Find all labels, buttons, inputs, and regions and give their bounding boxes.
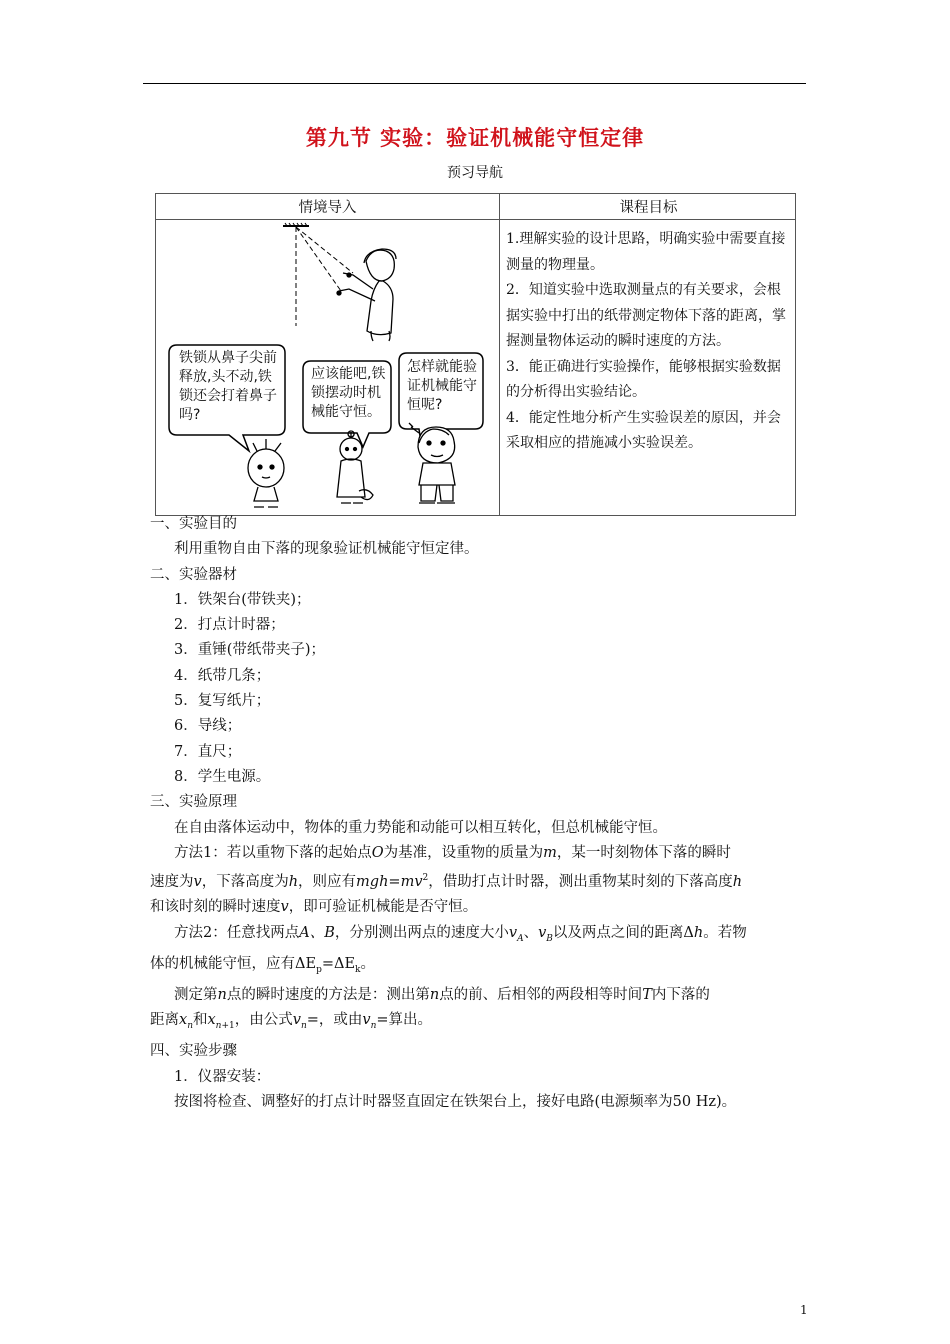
- method-2-line-2: 体的机械能守恒，应有$\Delta E_p=\Delta E_k$。: [150, 955, 376, 975]
- list-item: 6．导线；: [174, 718, 242, 735]
- method-1-line-2: 速度为v，下落高度为h，则应有$mgh=mv^2$，借助打点计时器，测出重物某时刻的下落高度h: [150, 873, 743, 890]
- scenario-illustration: [161, 221, 496, 513]
- character-1-icon: [248, 439, 284, 507]
- list-item: 7．直尺；: [174, 743, 242, 760]
- section-heading: 四、实验步骤: [150, 1043, 237, 1060]
- paragraph: 利用重物自由下落的现象验证机械能守恒定律。: [174, 541, 479, 558]
- bubble-text-3: 怎样就能验证机械能守恒呢?: [407, 359, 477, 413]
- goal-item: 1.理解实验的设计思路，明确实验中需要直接测量的物理量。: [506, 231, 786, 273]
- table-header-scenario: 情境导入: [298, 200, 357, 216]
- character-3-icon: [409, 423, 455, 503]
- page-number: 1: [800, 1303, 808, 1317]
- method-1-line-1: 方法1：若以重物下落的起始点O为基准，设重物的质量为m，某一时刻物体下落的瞬时: [174, 844, 731, 861]
- table-header-goals: 课程目标: [619, 200, 678, 216]
- paragraph: 按图将检查、调整好的打点计时器竖直固定在铁架台上，接好电路(电源频率为50 Hz)。: [174, 1094, 737, 1111]
- goal-item: 3．能正确进行实验操作，能够根据实验数据的分析得出实验结论。: [506, 358, 781, 400]
- section-heading: 三、实验原理: [150, 794, 237, 811]
- goal-item: 4．能定性地分析产生实验误差的原因，并会采取相应的措施减小实验误差。: [506, 409, 781, 451]
- list-item: 3．重锤(带纸带夹子)；: [174, 642, 326, 659]
- list-item: 8．学生电源。: [174, 768, 271, 785]
- page-subtitle: 预习导航: [447, 165, 503, 181]
- section-heading: 一、实验目的: [150, 516, 237, 532]
- character-2-icon: [337, 431, 373, 503]
- document-body: [150, 512, 814, 1115]
- header-rule: [143, 83, 806, 84]
- preview-table: [155, 193, 796, 516]
- method-1-line-3: 和该时刻的瞬时速度v，即可验证机械能是否守恒。: [150, 899, 478, 916]
- ceiling-icon: [283, 223, 309, 226]
- velocity-method-line-1: 测定第n点的瞬时速度的方法是：测出第n点的前、后相邻的两段相等时间T内下落的: [174, 986, 710, 1003]
- list-item: 1．仪器安装：: [174, 1068, 271, 1085]
- list-item: 5．复写纸片；: [174, 693, 271, 710]
- list-item: 2．打点计时器；: [174, 617, 285, 634]
- bubble-text-1: 铁锁从鼻子尖前释放,头不动,铁锁还会打着鼻子吗?: [179, 350, 277, 423]
- list-item: 4．纸带几条；: [174, 667, 271, 684]
- bubble-text-2: 应该能吧,铁锁摆动时机械能守恒。: [311, 366, 386, 420]
- paragraph: 在自由落体运动中，物体的重力势能和动能可以相互转化，但总机械能守恒。: [174, 819, 667, 836]
- list-item: 1．铁架台(带铁夹)；: [174, 591, 311, 608]
- page-title: 第九节 实验：验证机械能守恒定律: [305, 126, 645, 150]
- course-goals: [506, 227, 789, 457]
- velocity-method-line-2: 距离$x_n$和$x_{n+1}$，由公式$v_n=$，或由$v_n=$算出。: [150, 1012, 433, 1032]
- goal-item: 2．知道实验中选取测量点的有关要求，会根据实验中打出的纸带测定物体下落的距离，掌握测量物体运动的瞬时速度的方法。: [506, 282, 786, 349]
- method-2-line-1: 方法2：任意找两点A、B，分别测出两点的速度大小$v_A$、$v_B$以及两点之间的距离Δh。若物: [174, 924, 747, 944]
- man-icon: [337, 249, 396, 341]
- section-heading: 二、实验器材: [150, 566, 237, 583]
